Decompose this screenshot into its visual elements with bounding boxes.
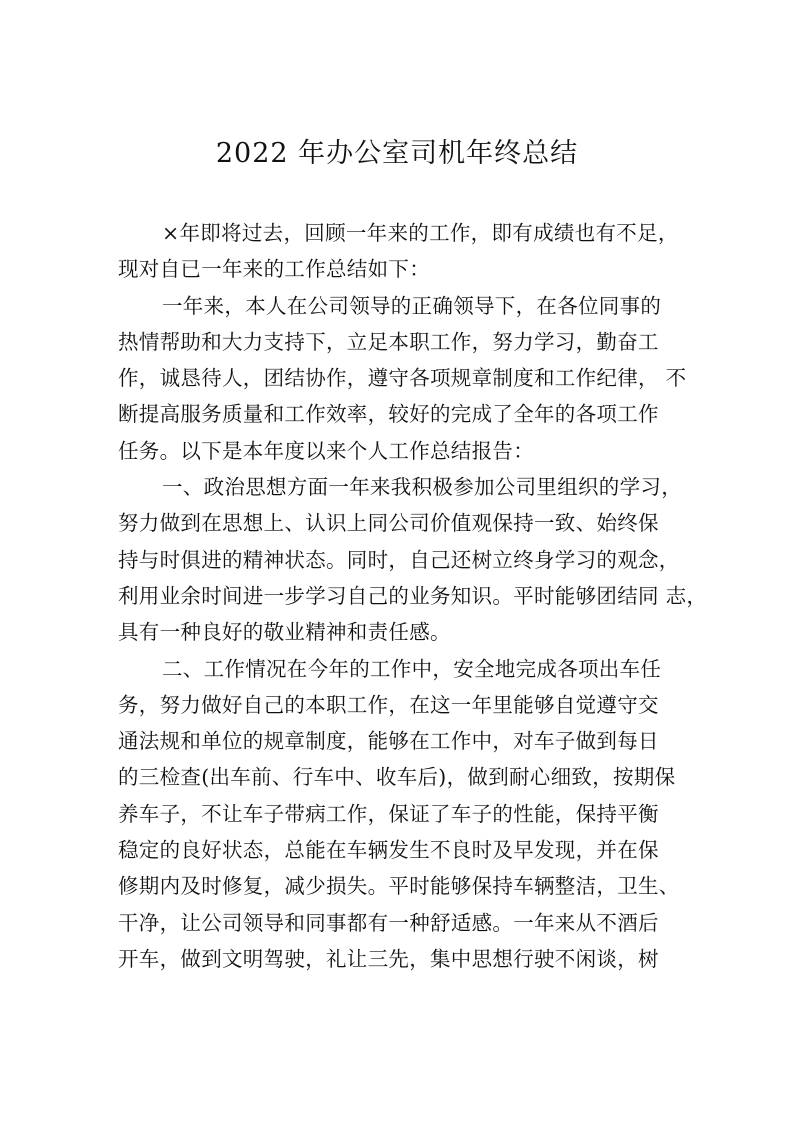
text-line: 热情帮助和大力支持下，立足本职工作，努力学习，勤奋工 [118,329,659,354]
text-line: 具有一种良好的敬业精神和责任感。 [118,620,451,645]
document-body [118,215,708,977]
text-line: 利用业余时间进一步学习自己的业务知识。平时能够团结同 志， [118,583,708,608]
text-line: 务，努力做好自己的本职工作，在这一年里能够自觉遵守交 [118,692,659,717]
document-title: 2022 年办公室司机年终总结 [215,138,579,169]
text-line: 一、政治思想方面一年来我积极参加公司里组织的学习， [162,475,682,500]
text-line: 作，诚恳待人，团结协作，遵守各项规章制度和工作纪律， 不 [118,366,687,391]
text-line: 持与时俱进的精神状态。同时，自己还树立终身学习的观念， [118,547,680,572]
text-line: 一年来，本人在公司领导的正确领导下，在各位同事的 [162,293,662,318]
text-line: 任务。以下是本年度以来个人工作总结报告： [118,438,534,463]
text-line: 的三检查(出车前、行车中、收车后)，做到耐心细致，按期保 [118,765,676,790]
text-line: 开车，做到文明驾驶，礼让三先，集中思想行驶不闲谈，树 [118,946,659,971]
text-line: 通法规和单位的规章制度，能够在工作中，对车子做到每日 [118,729,659,754]
text-line: 二、工作情况在今年的工作中，安全地完成各项出车任 [162,656,662,681]
text-line: ×年即将过去，回顾一年来的工作，即有成绩也有不足， [162,221,679,245]
text-line: 断提高服务质量和工作效率，较好的完成了全年的各项工作 [118,402,659,427]
text-line: 干净，让公司领导和同事都有一种舒适感。一年来从不酒后 [118,910,659,935]
text-line: 努力做到在思想上、认识上同公司价值观保持一致、始终保 [118,511,659,536]
text-line: 稳定的良好状态，总能在车辆发生不良时及早发现，并在保 [118,838,659,863]
text-line: 修期内及时修复，减少损失。平时能够保持车辆整洁，卫生、 [118,874,680,899]
text-line: 养车子，不让车子带病工作，保证了车子的性能，保持平衡 [118,801,659,826]
text-line: 现对自已一年来的工作总结如下： [118,257,430,282]
